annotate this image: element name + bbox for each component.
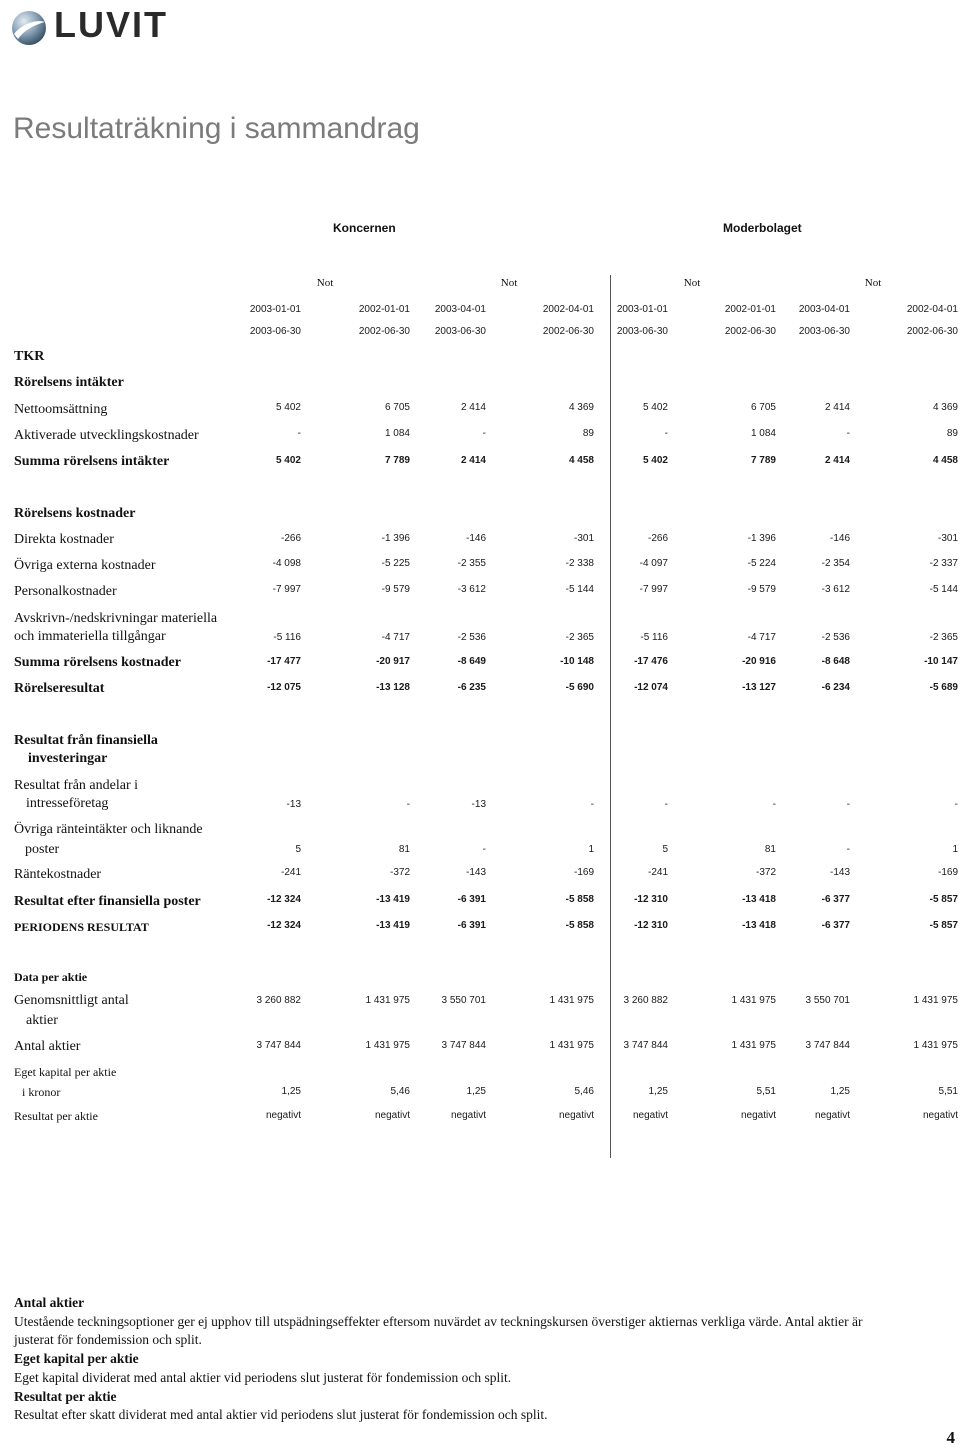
value-cell: 1 [952, 844, 958, 855]
period-start-date: 2003-04-01 [434, 304, 486, 315]
row-label: Avskrivn-/nedskrivningar materiella [14, 611, 218, 626]
value-cell: 6 705 [750, 402, 776, 413]
value-cell: 81 [398, 844, 410, 855]
value-cell: -169 [573, 867, 594, 878]
column-divider [610, 275, 611, 1158]
value-cell: 1 431 975 [365, 1040, 410, 1051]
value-cell: -5 858 [565, 894, 594, 905]
value-cell: -6 391 [457, 920, 486, 931]
value-cell: -10 148 [560, 656, 594, 667]
value-cell: - [846, 844, 850, 855]
value-cell: -169 [937, 867, 958, 878]
row-label: PERIODENS RESULTAT [14, 920, 149, 934]
value-cell: -12 310 [634, 920, 668, 931]
globe-icon [10, 9, 48, 47]
row-label: Övriga ränteintäkter och liknande [14, 822, 203, 837]
value-cell: 1 084 [750, 428, 776, 439]
value-cell: -9 579 [381, 584, 410, 595]
value-cell: -2 337 [929, 558, 958, 569]
value-cell: 5 402 [642, 455, 668, 466]
value-cell: 3 550 701 [441, 995, 486, 1006]
value-cell: -372 [389, 867, 410, 878]
value-cell: 89 [582, 428, 594, 439]
value-cell: 1 431 975 [365, 995, 410, 1006]
value-cell: negativt [558, 1110, 594, 1121]
value-cell: -146 [465, 533, 486, 544]
value-cell: -6 235 [457, 682, 486, 693]
value-cell: -241 [647, 867, 668, 878]
row-label: Direkta kostnader [14, 532, 114, 547]
value-cell: -5 858 [565, 920, 594, 931]
value-cell: -13 127 [742, 682, 776, 693]
value-cell: -6 377 [821, 894, 850, 905]
period-start-date: 2003-04-01 [798, 304, 850, 315]
row-label: Aktiverade utvecklingskostnader [14, 428, 199, 443]
value-cell: -4 098 [272, 558, 301, 569]
note-column-header: Not [316, 277, 334, 289]
value-cell: -2 355 [457, 558, 486, 569]
value-cell: 89 [946, 428, 958, 439]
row-label: Summa rörelsens kostnader [14, 655, 181, 670]
value-cell: 5 [295, 844, 301, 855]
note-text: Utestående teckningsoptioner ger ej upphov till utspädningseffekter eftersom nuvärdet av teckningskursen överstiger aktiernas verkliga värde. Antal aktier är [14, 1313, 863, 1329]
value-cell: -12 324 [267, 894, 301, 905]
value-cell: -7 997 [639, 584, 668, 595]
value-cell: 1 431 975 [549, 1040, 594, 1051]
value-cell: 4 369 [568, 402, 594, 413]
value-cell: 5,51 [756, 1086, 776, 1097]
note-text: Resultat efter skatt dividerat med antal aktier vid periodens slut justerat för fondemission och split. [14, 1407, 548, 1423]
row-label: Nettoomsättning [14, 402, 108, 417]
value-cell: - [406, 799, 410, 810]
value-cell: -241 [280, 867, 301, 878]
value-cell: 5,46 [574, 1086, 594, 1097]
value-cell: -17 477 [267, 656, 301, 667]
note-column-header: Not [864, 277, 882, 289]
footnotes [14, 1294, 862, 1425]
value-cell: 1 [588, 844, 594, 855]
value-cell: negativt [632, 1110, 668, 1121]
row-label-continued: intresseföretag [26, 796, 109, 811]
value-cell: -12 074 [634, 682, 668, 693]
value-cell: 1 431 975 [731, 995, 776, 1006]
page-title: Resultaträkning i sammandrag [13, 112, 420, 145]
value-cell: -301 [937, 533, 958, 544]
row-label: Resultat från finansiella [14, 733, 158, 748]
value-cell: -266 [280, 533, 301, 544]
row-label: Personalkostnader [14, 584, 117, 599]
period-end-date: 2002-06-30 [906, 326, 958, 337]
value-cell: -2 536 [457, 632, 486, 643]
value-cell: 3 747 844 [623, 1040, 668, 1051]
value-cell: -13 419 [376, 920, 410, 931]
value-cell: -12 310 [634, 894, 668, 905]
value-cell: -7 997 [272, 584, 301, 595]
period-end-date: 2002-06-30 [542, 326, 594, 337]
value-cell: 3 747 844 [441, 1040, 486, 1051]
row-label-continued: investeringar [28, 751, 108, 766]
value-cell: 7 789 [384, 455, 410, 466]
value-cell: negativt [740, 1110, 776, 1121]
column-group-moderbolaget: Moderbolaget [723, 221, 802, 235]
value-cell: 1,25 [830, 1086, 850, 1097]
note-column-header: Not [500, 277, 518, 289]
value-cell: 81 [764, 844, 776, 855]
value-cell: 2 414 [824, 455, 850, 466]
value-cell: -10 147 [924, 656, 958, 667]
row-label: Summa rörelsens intäkter [14, 454, 170, 469]
value-cell: - [954, 799, 958, 810]
note-heading: Resultat per aktie [14, 1388, 117, 1404]
note-heading: Eget kapital per aktie [14, 1351, 139, 1367]
value-cell: -5 224 [747, 558, 776, 569]
value-cell: negativt [922, 1110, 958, 1121]
row-label: Resultat per aktie [14, 1109, 98, 1123]
period-start-date: 2002-04-01 [542, 304, 594, 315]
value-cell: -2 536 [821, 632, 850, 643]
value-cell: 4 369 [932, 402, 958, 413]
period-end-date: 2003-06-30 [616, 326, 668, 337]
value-cell: 1 431 975 [913, 1040, 958, 1051]
value-cell: 2 414 [824, 402, 850, 413]
column-group-koncernen: Koncernen [333, 221, 396, 235]
row-label: Räntekostnader [14, 867, 102, 882]
value-cell: 5,46 [390, 1086, 410, 1097]
value-cell: 6 705 [384, 402, 410, 413]
row-label: Antal aktier [14, 1039, 81, 1054]
value-cell: 7 789 [750, 455, 776, 466]
value-cell: - [664, 428, 668, 439]
period-start-date: 2002-01-01 [724, 304, 776, 315]
value-cell: 1,25 [281, 1086, 301, 1097]
value-cell: - [846, 428, 850, 439]
period-start-date: 2002-01-01 [358, 304, 410, 315]
value-cell: -372 [755, 867, 776, 878]
row-label: Rörelsens intäkter [14, 375, 124, 390]
period-start-date: 2003-01-01 [616, 304, 668, 315]
value-cell: -4 097 [639, 558, 668, 569]
row-label-continued: och immateriella tillgångar [14, 629, 166, 644]
value-cell: -143 [829, 867, 850, 878]
value-cell: -5 116 [273, 632, 301, 643]
row-label-continued: aktier [26, 1013, 58, 1028]
row-label: Data per aktie [14, 970, 88, 984]
period-start-date: 2003-01-01 [249, 304, 301, 315]
row-label: Rörelseresultat [14, 681, 105, 696]
period-end-date: 2003-06-30 [798, 326, 850, 337]
value-cell: 4 458 [568, 455, 594, 466]
value-cell: -6 234 [821, 682, 850, 693]
value-cell: -13 [286, 799, 301, 810]
period-end-date: 2003-06-30 [249, 326, 301, 337]
value-cell: -12 324 [267, 920, 301, 931]
value-cell: 3 260 882 [256, 995, 301, 1006]
value-cell: -301 [573, 533, 594, 544]
value-cell: -2 365 [565, 632, 594, 643]
value-cell: 1 431 975 [731, 1040, 776, 1051]
value-cell: 3 747 844 [805, 1040, 850, 1051]
value-cell: -4 717 [381, 632, 410, 643]
value-cell: -13 418 [742, 920, 776, 931]
value-cell: 5 [662, 844, 668, 855]
value-cell: 1 431 975 [913, 995, 958, 1006]
value-cell: 3 747 844 [256, 1040, 301, 1051]
value-cell: - [482, 844, 486, 855]
value-cell: -13 128 [376, 682, 410, 693]
value-cell: -5 857 [929, 920, 958, 931]
value-cell: -5 225 [381, 558, 410, 569]
value-cell: -146 [829, 533, 850, 544]
value-cell: 1,25 [648, 1086, 668, 1097]
note-text: Eget kapital dividerat med antal aktier vid periodens slut justerat för fondemission och split. [14, 1369, 512, 1385]
value-cell: -9 579 [747, 584, 776, 595]
value-cell: 2 414 [460, 455, 486, 466]
value-cell: 3 260 882 [623, 995, 668, 1006]
value-cell: -2 365 [929, 632, 958, 643]
row-label-continued: i kronor [22, 1085, 61, 1099]
value-cell: 1,25 [466, 1086, 486, 1097]
value-cell: - [664, 799, 668, 810]
value-cell: - [772, 799, 776, 810]
value-cell: -13 419 [376, 894, 410, 905]
value-cell: - [590, 799, 594, 810]
value-cell: -20 916 [742, 656, 776, 667]
row-label-continued: poster [25, 842, 60, 857]
period-end-date: 2002-06-30 [724, 326, 776, 337]
value-cell: 1 084 [384, 428, 410, 439]
value-cell: -12 075 [267, 682, 301, 693]
page-number: 4 [946, 1428, 955, 1447]
value-cell: -8 648 [821, 656, 850, 667]
row-label: Rörelsens kostnader [14, 506, 136, 521]
value-cell: negativt [814, 1110, 850, 1121]
value-cell: -5 689 [929, 682, 958, 693]
unit-label: TKR [14, 349, 45, 364]
value-cell: -5 116 [640, 632, 668, 643]
company-logo [0, 0, 180, 50]
note-text: justerat för fondemission och split. [14, 1332, 202, 1348]
value-cell: 3 550 701 [805, 995, 850, 1006]
value-cell: -143 [465, 867, 486, 878]
row-label: Resultat efter finansiella poster [14, 894, 201, 909]
value-cell: -266 [647, 533, 668, 544]
value-cell: -2 338 [565, 558, 594, 569]
period-start-date: 2002-04-01 [906, 304, 958, 315]
value-cell: 2 414 [460, 402, 486, 413]
period-end-date: 2002-06-30 [358, 326, 410, 337]
value-cell: 5 402 [275, 455, 301, 466]
value-cell: -3 612 [821, 584, 850, 595]
value-cell: 5,51 [938, 1086, 958, 1097]
value-cell: -6 377 [821, 920, 850, 931]
value-cell: -3 612 [457, 584, 486, 595]
value-cell: -13 418 [742, 894, 776, 905]
value-cell: -4 717 [747, 632, 776, 643]
value-cell: 5 402 [275, 402, 301, 413]
value-cell: -17 476 [634, 656, 668, 667]
value-cell: -13 [471, 799, 486, 810]
value-cell: - [482, 428, 486, 439]
period-end-date: 2003-06-30 [434, 326, 486, 337]
row-label: Genomsnittligt antal [14, 993, 129, 1008]
value-cell: - [846, 799, 850, 810]
value-cell: -1 396 [381, 533, 410, 544]
value-cell: 1 431 975 [549, 995, 594, 1006]
row-label: Övriga externa kostnader [14, 558, 156, 573]
value-cell: -5 857 [929, 894, 958, 905]
value-cell: -5 144 [565, 584, 594, 595]
row-label: Eget kapital per aktie [14, 1065, 117, 1079]
value-cell: -1 396 [747, 533, 776, 544]
logo-wordmark: LUVIT [54, 4, 168, 45]
value-cell: -20 917 [376, 656, 410, 667]
note-column-header: Not [683, 277, 701, 289]
value-cell: - [297, 428, 301, 439]
value-cell: negativt [265, 1110, 301, 1121]
value-cell: -6 391 [457, 894, 486, 905]
row-label: Resultat från andelar i [14, 778, 139, 793]
value-cell: 5 402 [642, 402, 668, 413]
value-cell: -5 144 [929, 584, 958, 595]
value-cell: -8 649 [457, 656, 486, 667]
value-cell: 4 458 [932, 455, 958, 466]
value-cell: -2 354 [821, 558, 850, 569]
value-cell: negativt [374, 1110, 410, 1121]
value-cell: -5 690 [565, 682, 594, 693]
note-heading: Antal aktier [14, 1295, 85, 1310]
value-cell: negativt [450, 1110, 486, 1121]
